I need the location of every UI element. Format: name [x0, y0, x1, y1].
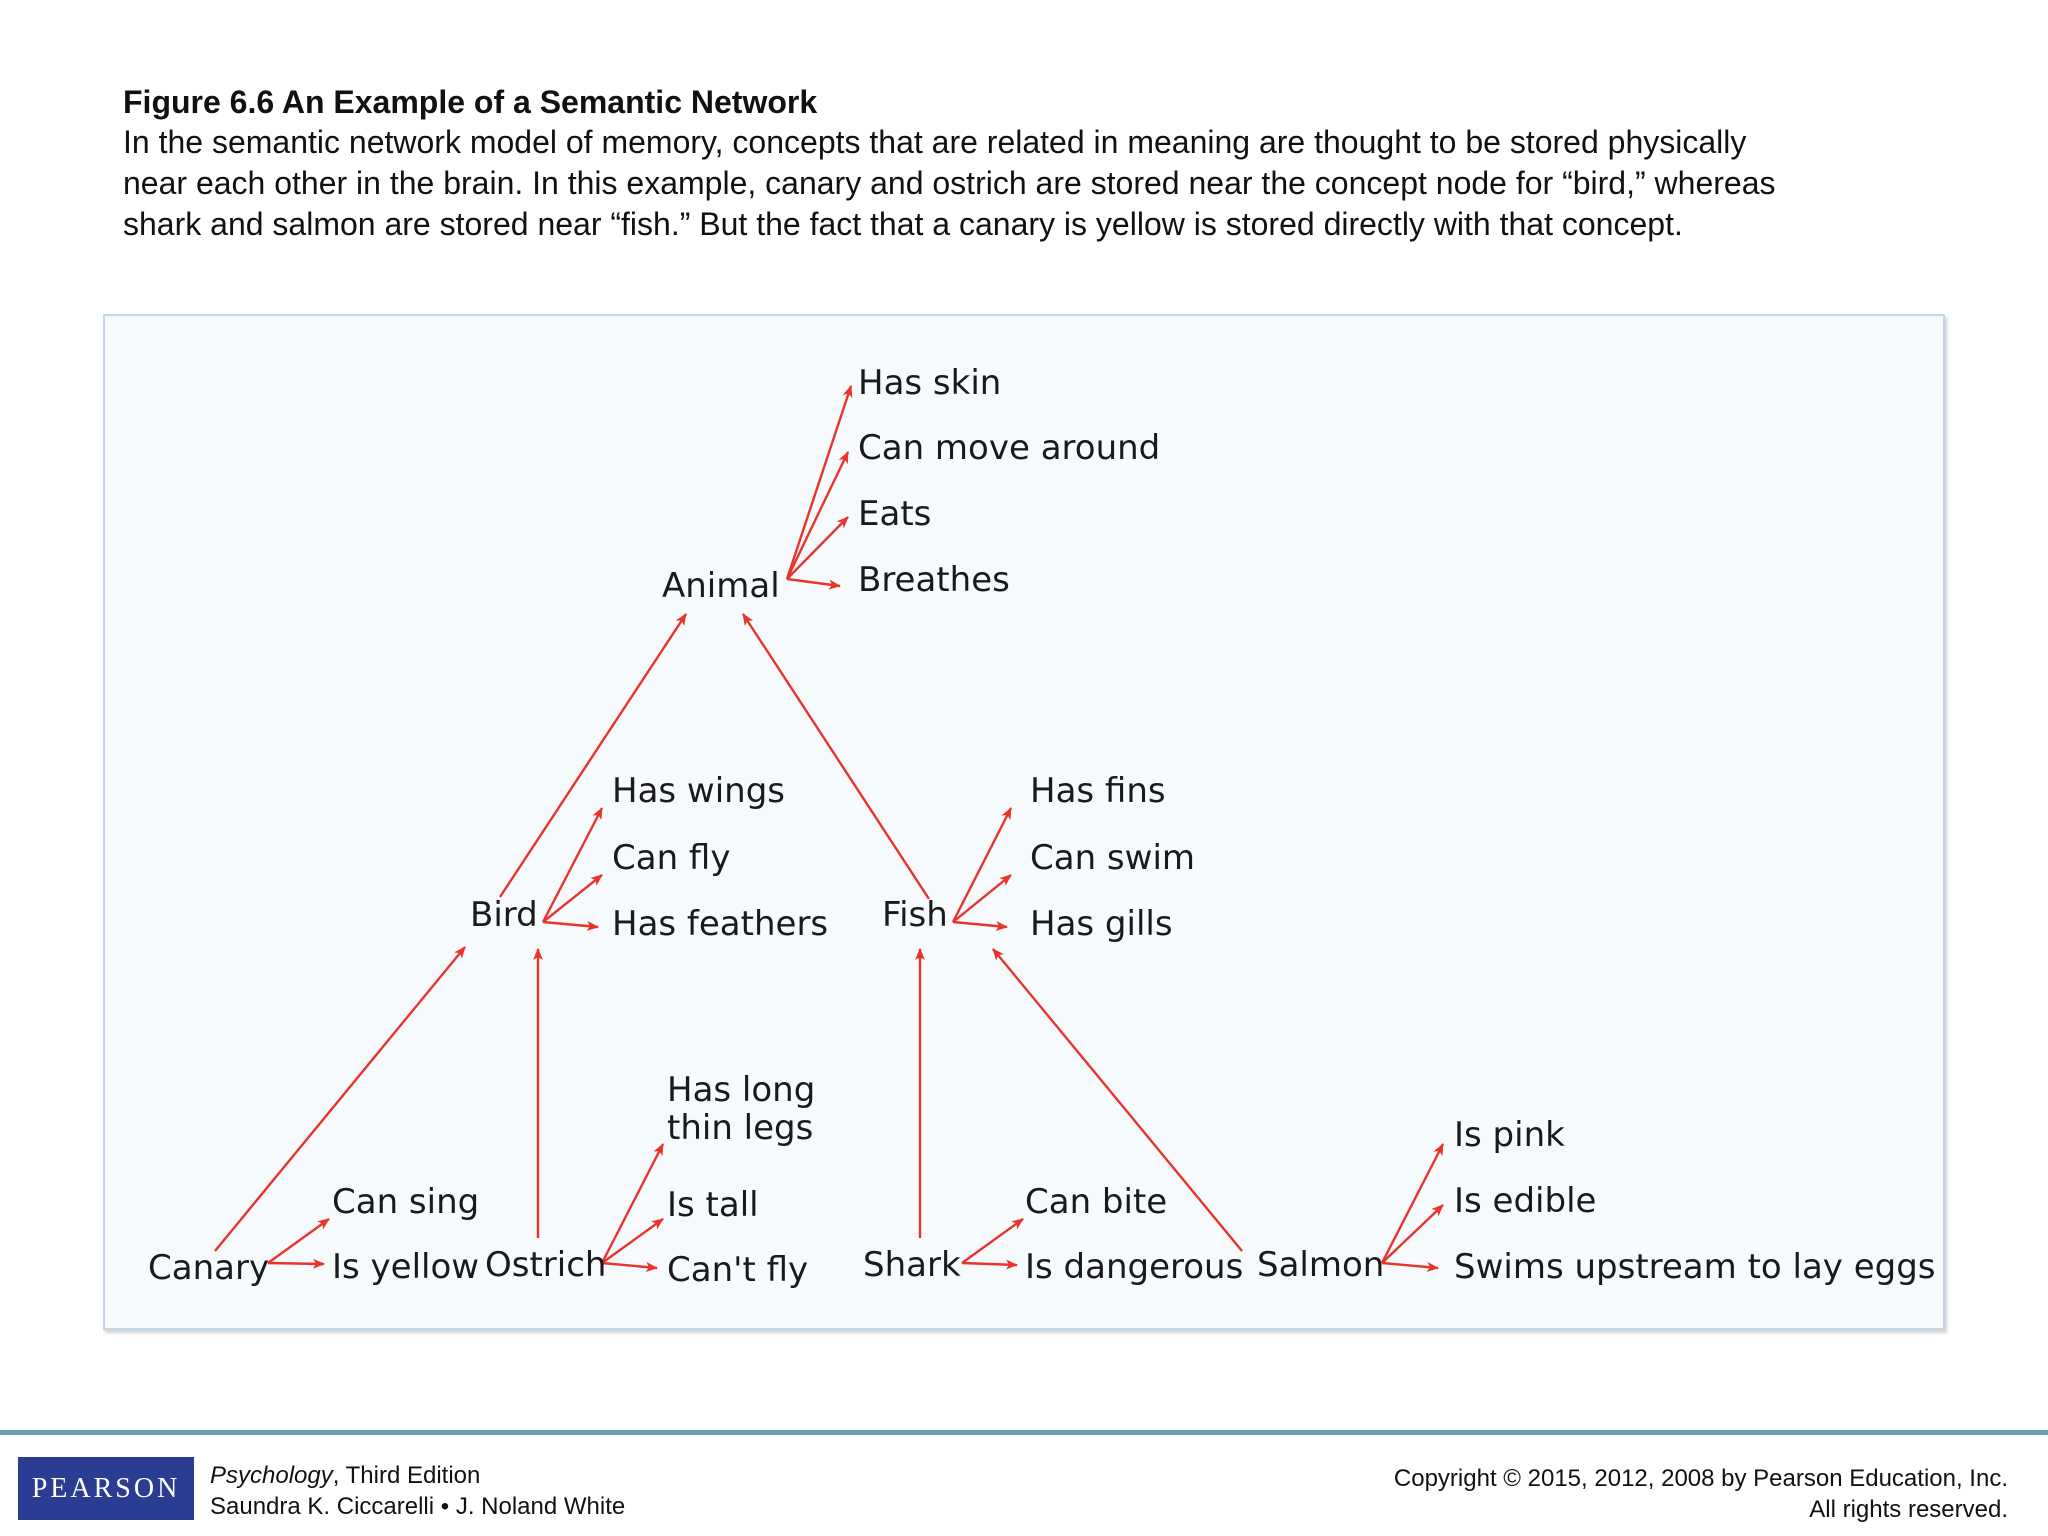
property-label: Has wings — [612, 771, 786, 811]
edge-shark-can-bite — [962, 1219, 1023, 1263]
edge-salmon-swims — [1382, 1263, 1438, 1268]
property-label: Is edible — [1454, 1181, 1597, 1221]
property-label: Can move around — [858, 428, 1161, 468]
edge-fish-has-gills — [953, 922, 1007, 927]
edge-fish-has-fins — [953, 808, 1011, 922]
node-salmon: Salmon — [1257, 1245, 1385, 1285]
book-info — [210, 1460, 625, 1522]
node-shark: Shark — [863, 1245, 961, 1285]
property-label: Is pink — [1454, 1115, 1565, 1155]
property-label: Breathes — [858, 560, 1010, 600]
node-bird: Bird — [470, 895, 538, 935]
footer-divider — [0, 1430, 2048, 1435]
caption-line: near each other in the brain. In this example, canary and ostrich are stored near the concept node for “bird,” whereas — [123, 165, 1776, 201]
node-ostrich: Ostrich — [485, 1245, 607, 1285]
property-label: Eats — [858, 494, 932, 534]
edge-salmon-is-pink — [1382, 1144, 1443, 1263]
property-label: Swims upstream to lay eggs — [1454, 1247, 1936, 1287]
semantic-network-diagram — [103, 314, 1945, 1330]
figure-caption — [123, 82, 1983, 245]
property-label: Can fly — [612, 838, 731, 878]
edge-bird-has-feathers — [543, 922, 598, 927]
network-svg — [105, 316, 1947, 1332]
book-edition: , Third Edition — [332, 1462, 481, 1489]
caption-line: shark and salmon are stored near “fish.” But the fact that a canary is yellow is stored directly with that concept. — [123, 206, 1683, 242]
edge-bird-can-fly — [543, 875, 602, 922]
book-authors: Saundra K. Ciccarelli • J. Noland White — [210, 1493, 626, 1520]
edge-animal-can-move — [787, 452, 848, 579]
property-label: Is dangerous — [1025, 1247, 1244, 1287]
property-label: Has long — [667, 1070, 816, 1110]
edge-shark-is-dangerous — [962, 1263, 1017, 1265]
edge-ostrich-cant-fly — [602, 1263, 657, 1268]
edge-ostrich-is-tall — [602, 1219, 663, 1263]
property-label: thin legs — [667, 1108, 814, 1148]
property-label: Is yellow — [332, 1247, 480, 1287]
edge-animal-breathes — [787, 579, 840, 586]
property-label: Can't fly — [667, 1250, 809, 1290]
property-label: Has feathers — [612, 904, 829, 944]
rights-line: All rights reserved. — [1809, 1496, 2008, 1523]
property-label: Is tall — [667, 1185, 759, 1225]
edge-fish-can-swim — [953, 875, 1011, 922]
book-title: Psychology — [210, 1462, 333, 1489]
pearson-logo: PEARSON — [18, 1457, 194, 1520]
edge-canary-is-yellow — [268, 1263, 324, 1264]
edge-fish-to-animal — [743, 614, 929, 899]
copyright-line: Copyright © 2015, 2012, 2008 by Pearson Education, Inc. — [1393, 1465, 2008, 1492]
node-animal: Animal — [662, 566, 780, 606]
edge-bird-has-wings — [543, 808, 602, 922]
property-label: Has fins — [1030, 771, 1166, 811]
edge-salmon-is-edible — [1382, 1205, 1443, 1263]
property-label: Can sing — [332, 1182, 480, 1222]
edge-ostrich-long-legs — [602, 1144, 663, 1263]
node-canary: Canary — [148, 1248, 270, 1288]
figure-title: Figure 6.6 An Example of a Semantic Network — [123, 84, 818, 120]
book-title-line — [210, 1460, 625, 1491]
property-label: Can bite — [1025, 1182, 1168, 1222]
edge-canary-can-sing — [268, 1219, 329, 1263]
node-fish: Fish — [882, 895, 948, 935]
copyright-notice — [1394, 1463, 2008, 1525]
property-label: Has gills — [1030, 904, 1173, 944]
edge-animal-has-skin — [787, 386, 851, 579]
caption-line: In the semantic network model of memory, concepts that are related in meaning are thought to be stored physically — [123, 124, 1747, 160]
property-label: Can swim — [1030, 838, 1196, 878]
property-label: Has skin — [858, 363, 1002, 403]
